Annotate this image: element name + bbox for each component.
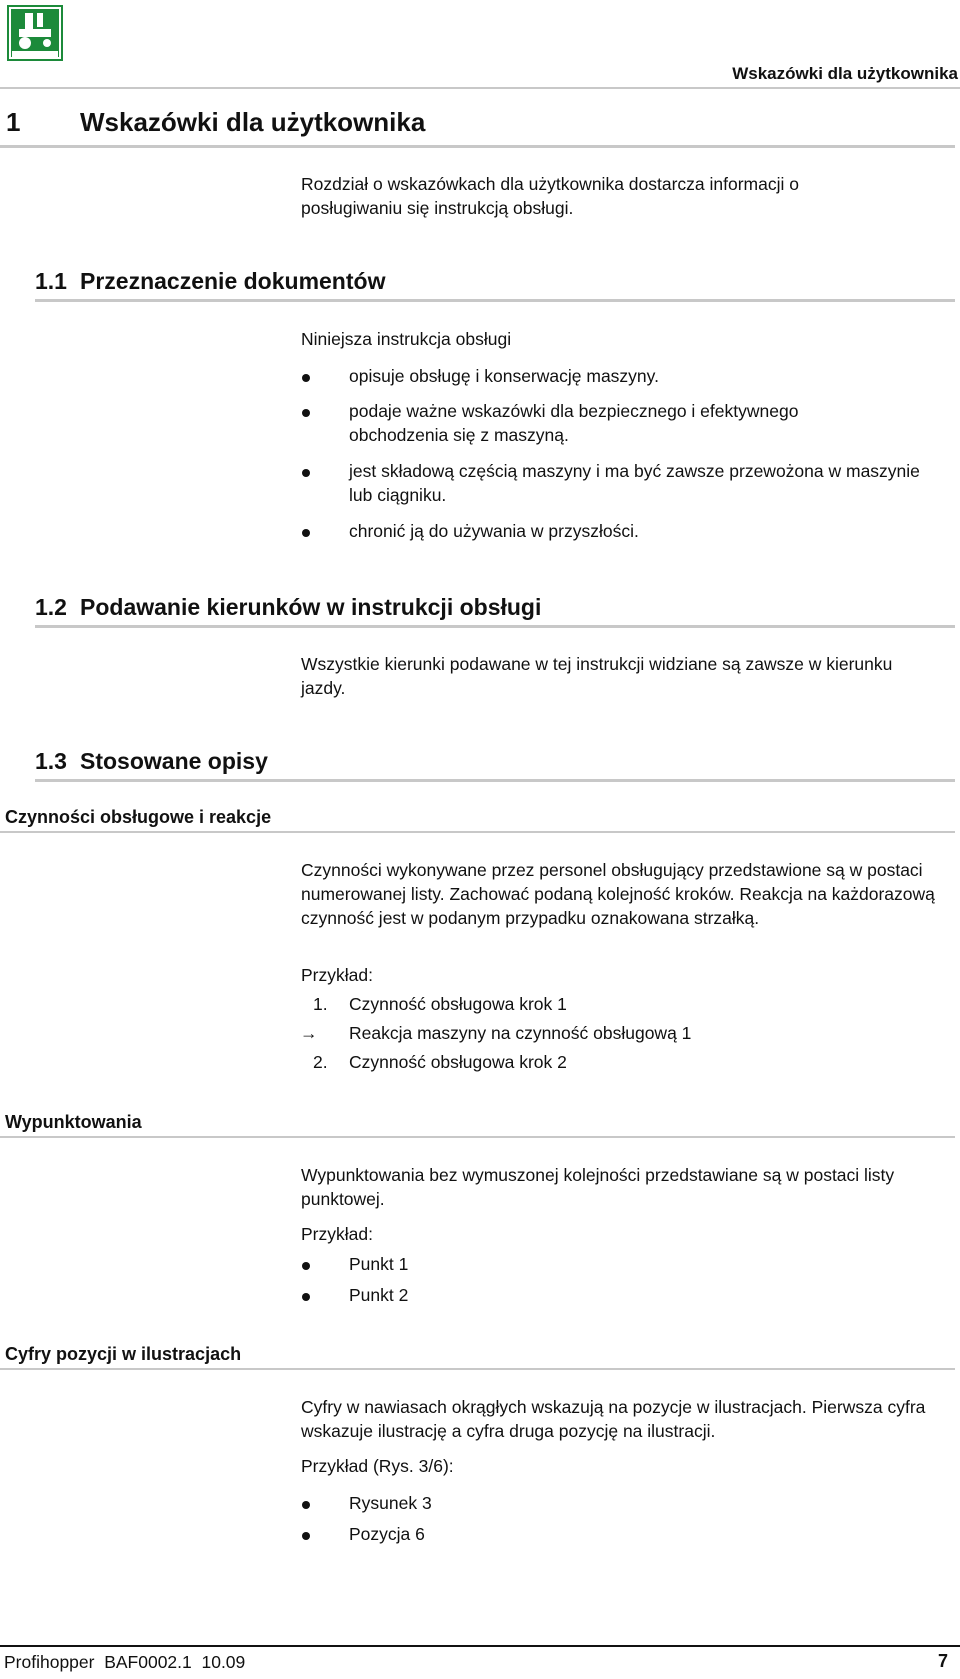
bullet-dot xyxy=(302,529,310,537)
section-1-3-rule xyxy=(35,779,955,782)
bullets-description: Wypunktowania bez wymuszonej kolejności przedstawiane są w postaci listy punktowej. xyxy=(301,1165,895,1209)
section-1-1-rule xyxy=(35,299,955,302)
list-item: Rysunek 3 xyxy=(349,1493,432,1513)
bullet-dot xyxy=(302,409,310,417)
bullet-dot xyxy=(302,1262,310,1270)
section-1-1-number: 1.1 xyxy=(35,268,67,294)
step-number: 2. xyxy=(313,1052,328,1072)
amazone-logo xyxy=(7,5,63,61)
bullet-dot xyxy=(302,374,310,382)
footer-document-id: Profihopper BAF0002.1 10.09 xyxy=(4,1652,246,1672)
list-item: Punkt 2 xyxy=(349,1285,409,1305)
reaction-arrow: → xyxy=(300,1023,318,1043)
step-text: Czynność obsługowa krok 2 xyxy=(349,1052,567,1072)
chapter-title: Wskazówki dla użytkownika xyxy=(80,107,426,137)
positions-example-label: Przykład (Rys. 3/6): xyxy=(301,1456,454,1476)
bullet-dot xyxy=(302,1293,310,1301)
header-rule xyxy=(0,87,960,89)
footer-rule xyxy=(0,1645,960,1647)
chapter-number: 1 xyxy=(6,107,21,137)
bullet-dot xyxy=(302,469,310,477)
actions-description: Czynności wykonywane przez personel obsługujący przedstawione są w postaci numerowanej listy. Zachować podaną kolejność kroków. Reakcja na każdorazową czynność jest w podanym przypadku oznakowana strzałką. xyxy=(301,860,935,928)
section-1-2-text: Wszystkie kierunki podawane w tej instrukcji widziane są zawsze w kierunku jazdy. xyxy=(301,654,893,698)
list-item: Pozycja 6 xyxy=(349,1524,425,1544)
step-text: Czynność obsługowa krok 1 xyxy=(349,994,567,1014)
section-1-3-title: Stosowane opisy xyxy=(80,748,268,774)
subsection-rule xyxy=(0,831,955,833)
subsection-heading-actions: Czynności obsługowe i reakcje xyxy=(5,807,272,827)
chapter-rule xyxy=(0,145,955,148)
bullet-dot xyxy=(302,1501,310,1509)
list-item: opisuje obsługę i konserwację maszyny. xyxy=(349,366,659,386)
subsection-heading-bullets: Wypunktowania xyxy=(5,1112,142,1132)
list-item: jest składową częścią maszyny i ma być zawsze przewożona w maszynie lub ciągniku. xyxy=(349,461,920,505)
subsection-heading-positions: Cyfry pozycji w ilustracjach xyxy=(5,1344,242,1364)
running-header-title: Wskazówki dla użytkownika xyxy=(732,64,958,83)
section-1-1-lead: Niniejsza instrukcja obsługi xyxy=(301,329,512,349)
section-1-3-number: 1.3 xyxy=(35,748,67,774)
list-item: podaje ważne wskazówki dla bezpiecznego i efektywnego obchodzenia się z maszyną. xyxy=(349,401,799,445)
section-1-2-title: Podawanie kierunków w instrukcji obsługi xyxy=(80,594,542,620)
bullets-example-label: Przykład: xyxy=(301,1224,373,1244)
section-1-2-number: 1.2 xyxy=(35,594,67,620)
section-1-2-rule xyxy=(35,625,955,628)
positions-description: Cyfry w nawiasach okrągłych wskazują na pozycje w ilustracjach. Pierwsza cyfra wskazuje ilustrację a cyfra druga pozycję na ilustracji. xyxy=(301,1397,926,1441)
tractor-logo-icon xyxy=(7,5,63,61)
reaction-text: Reakcja maszyny na czynność obsługową 1 xyxy=(349,1023,692,1043)
list-item: chronić ją do używania w przyszłości. xyxy=(349,521,639,541)
chapter-intro: Rozdział o wskazówkach dla użytkownika dostarcza informacji o posługiwaniu się instrukcją obsługi. xyxy=(301,174,799,218)
subsection-rule xyxy=(0,1136,955,1138)
actions-example-label: Przykład: xyxy=(301,965,373,985)
list-item: Punkt 1 xyxy=(349,1254,409,1274)
page-number: 7 xyxy=(937,1651,948,1671)
step-number: 1. xyxy=(313,994,328,1014)
subsection-rule xyxy=(0,1368,955,1370)
bullet-dot xyxy=(302,1532,310,1540)
section-1-1-title: Przeznaczenie dokumentów xyxy=(80,268,386,294)
